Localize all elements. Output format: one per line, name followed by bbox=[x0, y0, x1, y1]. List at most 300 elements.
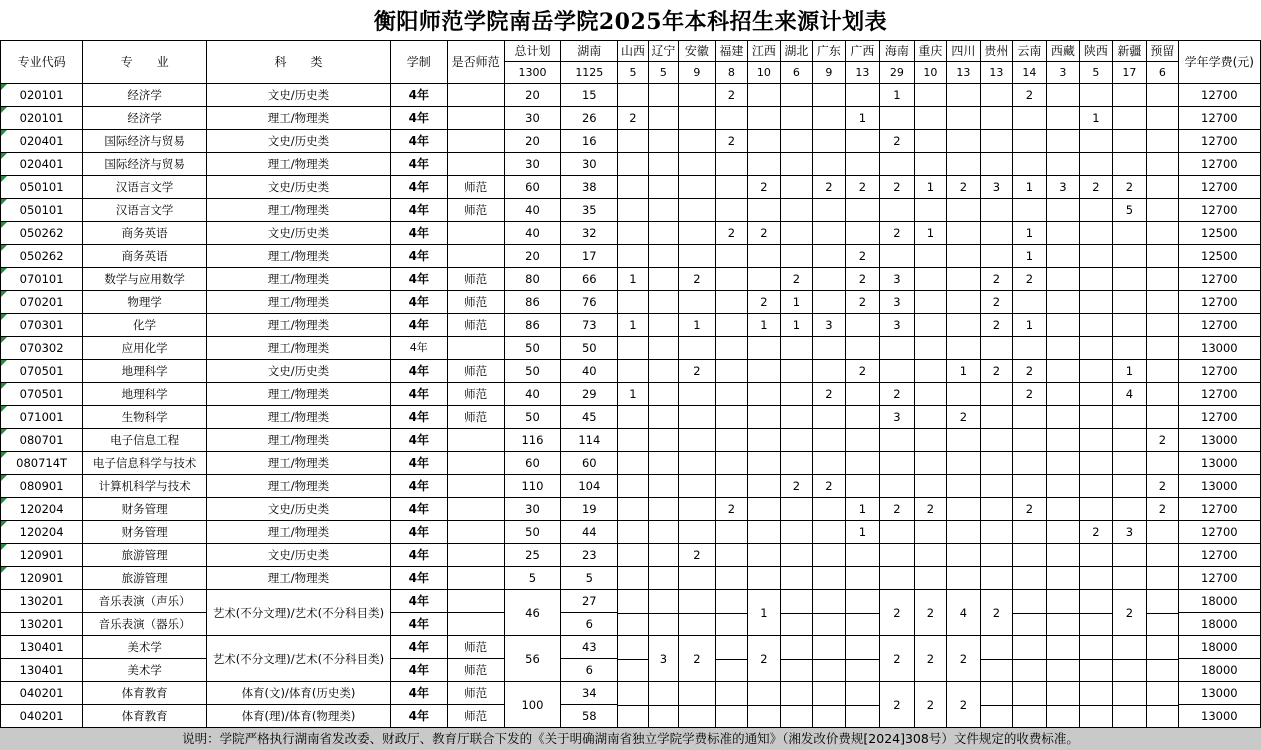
cell-code: 070501 bbox=[1, 383, 83, 406]
cell-province bbox=[1112, 314, 1147, 337]
cell-province bbox=[1080, 429, 1112, 452]
cell-normal bbox=[447, 452, 504, 475]
cell-major: 商务英语 bbox=[83, 245, 207, 268]
cell-province bbox=[1080, 291, 1112, 314]
cell-province bbox=[1147, 153, 1178, 176]
cell-province bbox=[679, 337, 716, 360]
cell-province bbox=[679, 475, 716, 498]
cell-province bbox=[648, 590, 678, 636]
cell-years: 4年 bbox=[390, 314, 447, 337]
cell-province bbox=[618, 337, 648, 360]
cell-province bbox=[715, 199, 747, 222]
cell-normal bbox=[447, 153, 504, 176]
cell-normal: 师范 bbox=[447, 176, 504, 199]
cell-code: 120901 bbox=[1, 544, 83, 567]
cell-normal bbox=[447, 613, 504, 636]
cell-province bbox=[980, 337, 1012, 360]
cell-province bbox=[947, 475, 981, 498]
cell-province bbox=[1046, 314, 1080, 337]
cell-province bbox=[947, 544, 981, 567]
cell-province bbox=[1147, 636, 1178, 682]
cell-province: 2 bbox=[715, 222, 747, 245]
cell-province bbox=[715, 521, 747, 544]
cell-province: 2 bbox=[1013, 268, 1047, 291]
cell-code: 080714T bbox=[1, 452, 83, 475]
cell-fee: 12700 bbox=[1178, 291, 1260, 314]
cell-total: 116 bbox=[504, 429, 561, 452]
cell-province bbox=[845, 429, 880, 452]
cell-province bbox=[748, 544, 780, 567]
cell-normal: 师范 bbox=[447, 406, 504, 429]
cell-province bbox=[618, 130, 648, 153]
cell-province: 2 bbox=[1013, 383, 1047, 406]
cell-province bbox=[1147, 406, 1178, 429]
cell-province bbox=[845, 383, 880, 406]
cell-province bbox=[1013, 636, 1047, 682]
cell-years: 4年 bbox=[390, 636, 447, 659]
table-row bbox=[1, 199, 1261, 222]
cell-province bbox=[780, 636, 812, 682]
total-province: 13 bbox=[845, 62, 880, 84]
cell-province bbox=[715, 475, 747, 498]
cell-years: 4年 bbox=[390, 406, 447, 429]
cell-province bbox=[1147, 176, 1178, 199]
cell-province bbox=[880, 107, 915, 130]
cell-province bbox=[914, 245, 946, 268]
cell-province bbox=[679, 107, 716, 130]
cell-province bbox=[1147, 199, 1178, 222]
header-fee: 学年学费(元) bbox=[1178, 41, 1260, 84]
cell-province bbox=[1046, 452, 1080, 475]
cell-province bbox=[780, 590, 812, 636]
cell-years: 4年 bbox=[390, 429, 447, 452]
cell-province bbox=[648, 544, 678, 567]
cell-province bbox=[914, 383, 946, 406]
cell-total: 30 bbox=[504, 498, 561, 521]
cell-province bbox=[914, 567, 946, 590]
cell-code: 070501 bbox=[1, 360, 83, 383]
cell-province bbox=[1080, 406, 1112, 429]
cell-province bbox=[947, 498, 981, 521]
header-total: 总计划 bbox=[504, 41, 561, 62]
cell-total: 46 bbox=[504, 590, 561, 636]
cell-province bbox=[880, 567, 915, 590]
cell-province bbox=[715, 452, 747, 475]
cell-years: 4年 bbox=[390, 153, 447, 176]
cell-fee: 13000 bbox=[1178, 429, 1260, 452]
cell-province bbox=[1046, 360, 1080, 383]
cell-normal bbox=[447, 107, 504, 130]
cell-province: 2 bbox=[980, 314, 1012, 337]
header-province: 辽宁 bbox=[648, 41, 678, 62]
cell-province bbox=[648, 84, 678, 107]
cell-total: 100 bbox=[504, 682, 561, 728]
cell-province bbox=[1147, 383, 1178, 406]
cell-normal: 师范 bbox=[447, 291, 504, 314]
cell-province bbox=[1112, 406, 1147, 429]
cell-province bbox=[679, 429, 716, 452]
cell-normal: 师范 bbox=[447, 682, 504, 705]
cell-province bbox=[648, 452, 678, 475]
cell-hunan: 17 bbox=[561, 245, 618, 268]
total-province: 14 bbox=[1013, 62, 1047, 84]
cell-code: 080701 bbox=[1, 429, 83, 452]
cell-years: 4年 bbox=[390, 682, 447, 705]
cell-province bbox=[845, 222, 880, 245]
cell-province bbox=[648, 291, 678, 314]
cell-province bbox=[715, 291, 747, 314]
cell-normal bbox=[447, 521, 504, 544]
cell-major: 地理科学 bbox=[83, 383, 207, 406]
cell-total: 50 bbox=[504, 521, 561, 544]
cell-normal bbox=[447, 130, 504, 153]
cell-province: 1 bbox=[1013, 245, 1047, 268]
cell-province bbox=[1112, 153, 1147, 176]
cell-province bbox=[980, 130, 1012, 153]
cell-province bbox=[748, 360, 780, 383]
cell-province bbox=[1046, 590, 1080, 636]
header-province: 预留 bbox=[1147, 41, 1178, 62]
cell-province bbox=[1147, 360, 1178, 383]
cell-province bbox=[618, 245, 648, 268]
header-province: 广东 bbox=[813, 41, 845, 62]
cell-normal: 师范 bbox=[447, 360, 504, 383]
cell-province bbox=[618, 590, 648, 636]
cell-province: 2 bbox=[679, 544, 716, 567]
enrollment-plan-table bbox=[0, 40, 1261, 728]
header-province: 福建 bbox=[715, 41, 747, 62]
table-row bbox=[1, 176, 1261, 199]
cell-hunan: 45 bbox=[561, 406, 618, 429]
cell-hunan: 19 bbox=[561, 498, 618, 521]
cell-province bbox=[1112, 429, 1147, 452]
cell-subject: 理工/物理类 bbox=[207, 199, 391, 222]
cell-province bbox=[1147, 130, 1178, 153]
cell-province: 1 bbox=[679, 314, 716, 337]
cell-province bbox=[648, 222, 678, 245]
cell-province: 2 bbox=[947, 636, 981, 682]
cell-normal: 师范 bbox=[447, 268, 504, 291]
cell-province bbox=[715, 544, 747, 567]
cell-total: 20 bbox=[504, 130, 561, 153]
cell-subject: 理工/物理类 bbox=[207, 521, 391, 544]
cell-province bbox=[980, 429, 1012, 452]
cell-province bbox=[679, 176, 716, 199]
cell-province bbox=[679, 498, 716, 521]
cell-province: 1 bbox=[1013, 314, 1047, 337]
cell-province bbox=[648, 314, 678, 337]
cell-total: 50 bbox=[504, 337, 561, 360]
cell-province: 2 bbox=[748, 222, 780, 245]
cell-province bbox=[1112, 291, 1147, 314]
cell-hunan: 76 bbox=[561, 291, 618, 314]
cell-fee: 18000 bbox=[1178, 659, 1260, 682]
header-province: 湖北 bbox=[780, 41, 812, 62]
cell-hunan: 73 bbox=[561, 314, 618, 337]
cell-province: 2 bbox=[914, 498, 946, 521]
cell-fee: 12700 bbox=[1178, 314, 1260, 337]
cell-province bbox=[780, 130, 812, 153]
cell-province bbox=[980, 222, 1012, 245]
cell-total: 50 bbox=[504, 360, 561, 383]
cell-province: 2 bbox=[715, 498, 747, 521]
cell-province bbox=[1080, 452, 1112, 475]
cell-province bbox=[648, 268, 678, 291]
table-row bbox=[1, 268, 1261, 291]
table-row bbox=[1, 406, 1261, 429]
cell-years: 4年 bbox=[390, 567, 447, 590]
cell-major: 数学与应用数学 bbox=[83, 268, 207, 291]
cell-subject: 理工/物理类 bbox=[207, 337, 391, 360]
cell-major: 国际经济与贸易 bbox=[83, 153, 207, 176]
cell-years: 4年 bbox=[390, 498, 447, 521]
cell-hunan: 58 bbox=[561, 705, 618, 728]
cell-province bbox=[980, 199, 1012, 222]
cell-total: 25 bbox=[504, 544, 561, 567]
cell-province bbox=[618, 291, 648, 314]
cell-province bbox=[780, 176, 812, 199]
cell-province bbox=[1080, 268, 1112, 291]
cell-province bbox=[845, 475, 880, 498]
cell-province: 2 bbox=[845, 245, 880, 268]
header-province: 云南 bbox=[1013, 41, 1047, 62]
cell-major: 国际经济与贸易 bbox=[83, 130, 207, 153]
cell-fee: 12700 bbox=[1178, 406, 1260, 429]
cell-years: 4年 bbox=[390, 337, 447, 360]
cell-province: 2 bbox=[813, 176, 845, 199]
cell-province: 3 bbox=[880, 314, 915, 337]
cell-province: 3 bbox=[813, 314, 845, 337]
cell-province bbox=[1147, 337, 1178, 360]
cell-province bbox=[813, 452, 845, 475]
cell-province: 4 bbox=[947, 590, 981, 636]
cell-hunan: 16 bbox=[561, 130, 618, 153]
cell-province bbox=[618, 452, 648, 475]
cell-province bbox=[1013, 107, 1047, 130]
cell-province bbox=[1046, 567, 1080, 590]
cell-fee: 12700 bbox=[1178, 521, 1260, 544]
cell-province bbox=[813, 636, 845, 682]
cell-code: 120901 bbox=[1, 567, 83, 590]
table-row bbox=[1, 429, 1261, 452]
cell-province bbox=[813, 406, 845, 429]
cell-province bbox=[748, 153, 780, 176]
header-province: 山西 bbox=[618, 41, 648, 62]
cell-subject: 理工/物理类 bbox=[207, 383, 391, 406]
cell-major: 电子信息工程 bbox=[83, 429, 207, 452]
cell-province bbox=[880, 360, 915, 383]
cell-subject: 文史/历史类 bbox=[207, 498, 391, 521]
cell-province bbox=[780, 360, 812, 383]
cell-hunan: 114 bbox=[561, 429, 618, 452]
cell-province bbox=[648, 682, 678, 728]
cell-province bbox=[648, 429, 678, 452]
cell-subject: 艺术(不分文理)/艺术(不分科目类) bbox=[207, 636, 391, 682]
cell-province: 4 bbox=[1112, 383, 1147, 406]
cell-province bbox=[813, 245, 845, 268]
cell-province: 1 bbox=[845, 521, 880, 544]
table-row bbox=[1, 84, 1261, 107]
cell-province bbox=[914, 544, 946, 567]
cell-province bbox=[1046, 130, 1080, 153]
header-province: 海南 bbox=[880, 41, 915, 62]
cell-province bbox=[880, 153, 915, 176]
cell-hunan: 5 bbox=[561, 567, 618, 590]
cell-total: 20 bbox=[504, 245, 561, 268]
cell-province: 2 bbox=[618, 107, 648, 130]
cell-fee: 18000 bbox=[1178, 613, 1260, 636]
cell-subject: 理工/物理类 bbox=[207, 107, 391, 130]
cell-province bbox=[748, 521, 780, 544]
cell-province bbox=[980, 107, 1012, 130]
cell-province: 1 bbox=[947, 360, 981, 383]
cell-province: 2 bbox=[1013, 360, 1047, 383]
cell-province bbox=[679, 682, 716, 728]
cell-province bbox=[845, 84, 880, 107]
header-hunan: 湖南 bbox=[561, 41, 618, 62]
cell-province bbox=[1046, 521, 1080, 544]
cell-normal: 师范 bbox=[447, 199, 504, 222]
cell-normal: 师范 bbox=[447, 636, 504, 659]
cell-province bbox=[1080, 383, 1112, 406]
cell-province bbox=[845, 567, 880, 590]
cell-province bbox=[813, 222, 845, 245]
cell-subject: 体育(文)/体育(历史类) bbox=[207, 682, 391, 705]
cell-province bbox=[1013, 291, 1047, 314]
cell-province bbox=[1147, 222, 1178, 245]
cell-province bbox=[748, 498, 780, 521]
cell-province bbox=[845, 130, 880, 153]
cell-province bbox=[914, 452, 946, 475]
cell-years: 4年 bbox=[390, 222, 447, 245]
cell-province bbox=[1112, 475, 1147, 498]
cell-province bbox=[748, 337, 780, 360]
cell-province bbox=[1147, 567, 1178, 590]
cell-province bbox=[947, 452, 981, 475]
cell-province: 2 bbox=[947, 682, 981, 728]
cell-code: 020101 bbox=[1, 107, 83, 130]
cell-major: 生物科学 bbox=[83, 406, 207, 429]
cell-province: 2 bbox=[748, 636, 780, 682]
cell-province bbox=[880, 429, 915, 452]
cell-fee: 12700 bbox=[1178, 130, 1260, 153]
cell-province bbox=[1046, 199, 1080, 222]
cell-major: 体育教育 bbox=[83, 682, 207, 705]
cell-province bbox=[1013, 337, 1047, 360]
cell-province bbox=[947, 429, 981, 452]
cell-subject: 理工/物理类 bbox=[207, 475, 391, 498]
cell-province bbox=[947, 130, 981, 153]
cell-hunan: 32 bbox=[561, 222, 618, 245]
cell-province: 1 bbox=[1112, 360, 1147, 383]
cell-total: 110 bbox=[504, 475, 561, 498]
cell-total: 40 bbox=[504, 383, 561, 406]
cell-province bbox=[648, 107, 678, 130]
cell-normal bbox=[447, 429, 504, 452]
cell-province: 1 bbox=[748, 590, 780, 636]
cell-hunan: 26 bbox=[561, 107, 618, 130]
table-row bbox=[1, 682, 1261, 705]
cell-province: 2 bbox=[845, 291, 880, 314]
cell-province bbox=[1046, 636, 1080, 682]
cell-subject: 理工/物理类 bbox=[207, 268, 391, 291]
cell-province bbox=[1013, 452, 1047, 475]
cell-years: 4年 bbox=[390, 291, 447, 314]
cell-province bbox=[780, 337, 812, 360]
cell-province bbox=[845, 314, 880, 337]
cell-province bbox=[914, 475, 946, 498]
cell-province bbox=[980, 245, 1012, 268]
cell-code: 070301 bbox=[1, 314, 83, 337]
cell-province bbox=[648, 153, 678, 176]
total-province: 10 bbox=[748, 62, 780, 84]
cell-province bbox=[679, 245, 716, 268]
cell-code: 020401 bbox=[1, 153, 83, 176]
cell-code: 130401 bbox=[1, 636, 83, 659]
cell-province: 2 bbox=[947, 176, 981, 199]
cell-years: 4年 bbox=[390, 268, 447, 291]
table-row bbox=[1, 245, 1261, 268]
cell-province bbox=[715, 567, 747, 590]
cell-province bbox=[1147, 452, 1178, 475]
cell-province bbox=[715, 590, 747, 636]
cell-years: 4年 bbox=[390, 613, 447, 636]
cell-normal bbox=[447, 222, 504, 245]
cell-fee: 12700 bbox=[1178, 383, 1260, 406]
total-hunan: 1125 bbox=[561, 62, 618, 84]
table-row bbox=[1, 636, 1261, 659]
cell-province bbox=[748, 429, 780, 452]
cell-province bbox=[748, 682, 780, 728]
cell-province bbox=[845, 153, 880, 176]
cell-years: 4年 bbox=[390, 84, 447, 107]
cell-major: 汉语言文学 bbox=[83, 199, 207, 222]
header-years: 学制 bbox=[390, 41, 447, 84]
cell-province bbox=[748, 199, 780, 222]
table-row bbox=[1, 130, 1261, 153]
cell-province bbox=[748, 475, 780, 498]
header-province: 重庆 bbox=[914, 41, 946, 62]
cell-province bbox=[1112, 682, 1147, 728]
cell-province bbox=[1046, 268, 1080, 291]
cell-province bbox=[947, 383, 981, 406]
cell-province bbox=[780, 383, 812, 406]
cell-province: 2 bbox=[715, 84, 747, 107]
cell-province bbox=[813, 199, 845, 222]
total-plan: 1300 bbox=[504, 62, 561, 84]
cell-province bbox=[1112, 498, 1147, 521]
cell-hunan: 30 bbox=[561, 153, 618, 176]
cell-province: 2 bbox=[1147, 429, 1178, 452]
cell-code: 050262 bbox=[1, 245, 83, 268]
total-province: 9 bbox=[679, 62, 716, 84]
cell-province: 1 bbox=[914, 176, 946, 199]
cell-province bbox=[845, 406, 880, 429]
cell-fee: 12500 bbox=[1178, 245, 1260, 268]
cell-province bbox=[715, 360, 747, 383]
cell-province: 2 bbox=[748, 176, 780, 199]
cell-province bbox=[914, 130, 946, 153]
cell-major: 美术学 bbox=[83, 659, 207, 682]
cell-province bbox=[1013, 199, 1047, 222]
cell-years: 4年 bbox=[390, 360, 447, 383]
header-province: 安徽 bbox=[679, 41, 716, 62]
cell-province bbox=[1147, 84, 1178, 107]
cell-fee: 12700 bbox=[1178, 360, 1260, 383]
cell-province bbox=[780, 153, 812, 176]
cell-province bbox=[813, 429, 845, 452]
cell-province bbox=[1080, 544, 1112, 567]
